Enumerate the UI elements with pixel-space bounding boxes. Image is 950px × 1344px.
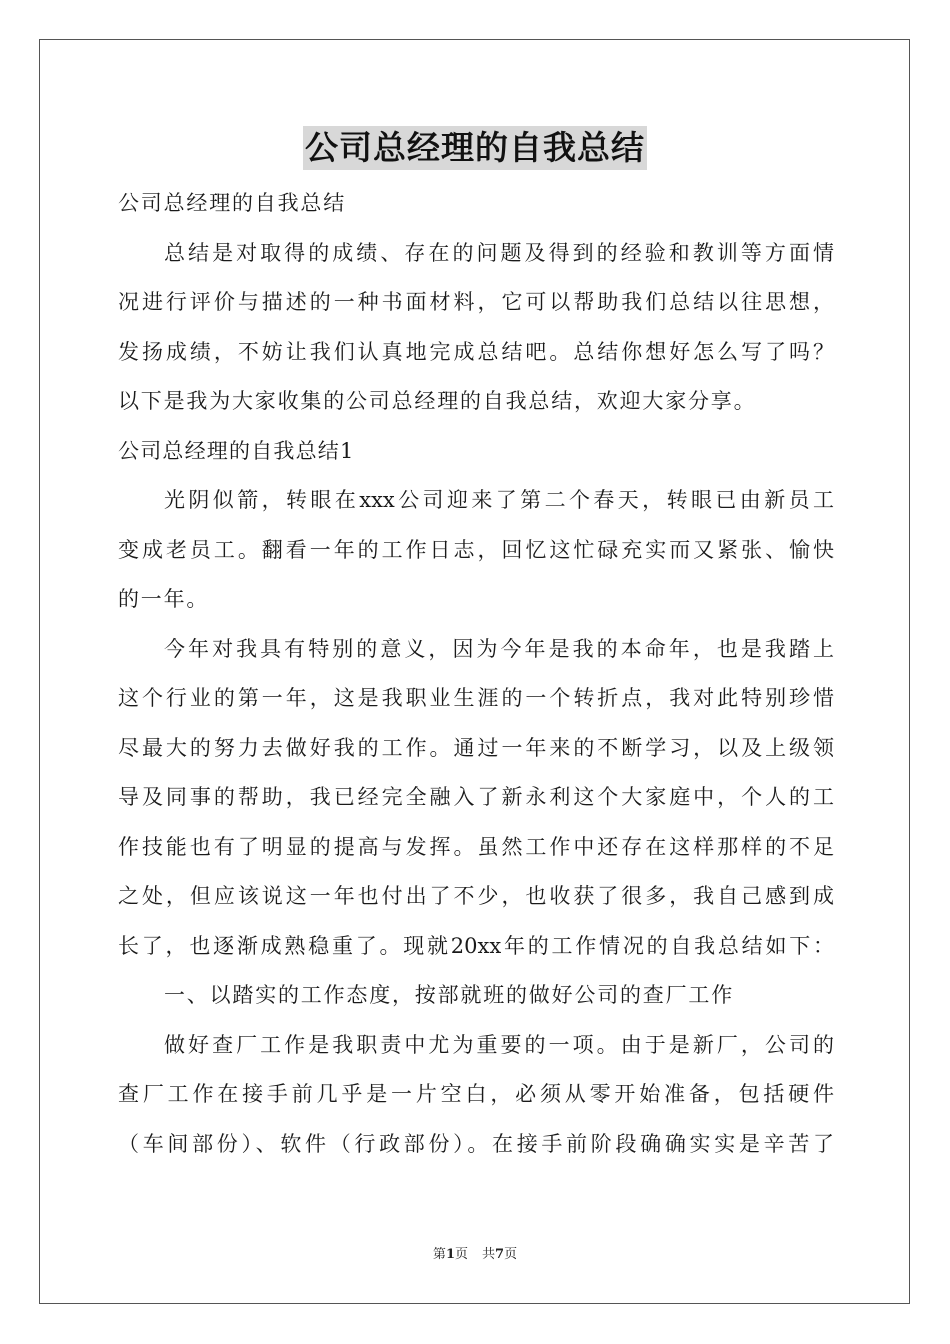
body-line: 导及同事的帮助，我已经完全融入了新永利这个大家庭中，个人的工 [118, 785, 834, 809]
body-line: 的一年。 [118, 587, 210, 611]
total-prefix: 共 [482, 1247, 496, 1262]
body-line: 变成老员工。翻看一年的工作日志，回忆这忙碌充实而又紧张、愉快 [118, 537, 834, 562]
section-heading: 公司总经理的自我总结1 [118, 438, 355, 463]
body-line: （车间部份）、软件（行政部份）。在接手前阶段确确实实是辛苦了 [118, 1131, 834, 1156]
document-title: 公司总经理的自我总结 [303, 126, 647, 170]
document-body [118, 179, 834, 1169]
body-line-subtitle: 公司总经理的自我总结 [118, 191, 346, 215]
title-container [0, 126, 950, 170]
page-prefix: 第 [432, 1247, 446, 1262]
subsection-heading: 一、以踏实的工作态度，按部就班的做好公司的查厂工作 [164, 983, 734, 1007]
body-line: 做好查厂工作是我职责中尤为重要的一项。由于是新厂，公司的 [164, 1032, 834, 1057]
page-number: 1 [445, 1247, 455, 1262]
body-line: 总结是对取得的成绩、存在的问题及得到的经验和教训等方面情 [164, 240, 834, 265]
page-footer [0, 1246, 950, 1264]
body-line: 作技能也有了明显的提高与发挥。虽然工作中还存在这样那样的不足 [118, 834, 834, 859]
body-line: 尽最大的努力去做好我的工作。通过一年来的不断学习，以及上级领 [118, 735, 834, 760]
body-line: 况进行评价与描述的一种书面材料，它可以帮助我们总结以往思想， [118, 290, 834, 314]
body-line: 光阴似箭，转眼在xxx公司迎来了第二个春天，转眼已由新员工 [164, 488, 834, 512]
total-suffix: 页 [504, 1247, 518, 1262]
body-line: 之处，但应该说这一年也付出了不少，也收获了很多，我自己感到成 [118, 884, 834, 908]
body-line: 发扬成绩，不妨让我们认真地完成总结吧。总结你想好怎么写了吗？ [118, 339, 834, 364]
total-pages: 7 [495, 1247, 505, 1262]
body-line: 这个行业的第一年，这是我职业生涯的一个转折点，我对此特别珍惜 [118, 686, 834, 710]
page-suffix: 页 [454, 1247, 468, 1262]
body-line: 查厂工作在接手前几乎是一片空白，必须从零开始准备，包括硬件 [118, 1082, 834, 1106]
body-line: 以下是我为大家收集的公司总经理的自我总结，欢迎大家分享。 [118, 389, 757, 413]
body-line: 长了，也逐渐成熟稳重了。现就20xx年的工作情况的自我总结如下： [118, 933, 834, 958]
body-line: 今年对我具有特别的意义，因为今年是我的本命年，也是我踏上 [164, 636, 834, 661]
